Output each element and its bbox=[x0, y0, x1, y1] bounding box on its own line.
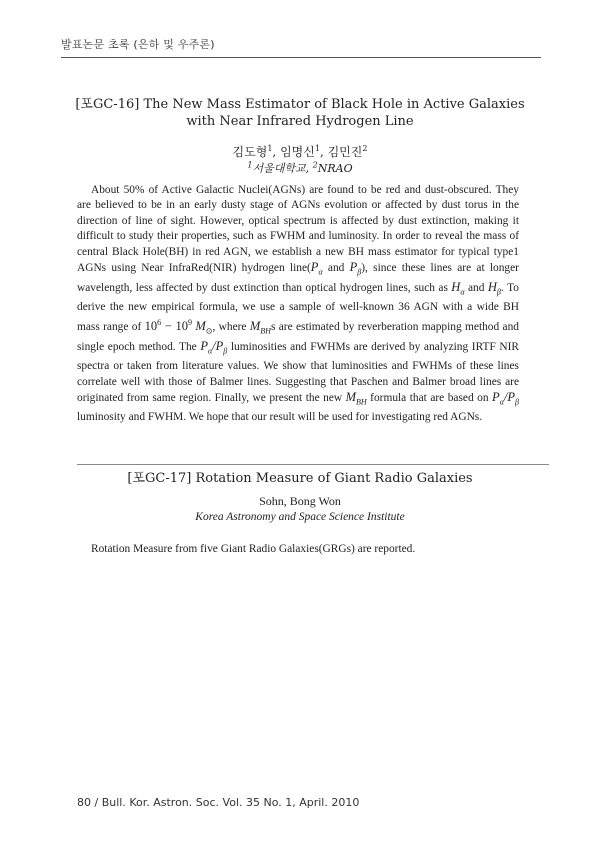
abstract-body-gc17: Rotation Measure from five Giant Radio Galaxies(GRGs) are reported. bbox=[91, 543, 416, 555]
title-line-2: with Near Infrared Hydrogen Line bbox=[186, 114, 414, 129]
affil-number: 2 bbox=[312, 160, 318, 170]
abstract-body-gc16 bbox=[77, 183, 519, 425]
abstract-title-gc17: [포GC-17] Rotation Measure of Giant Radio Galaxies bbox=[127, 471, 473, 486]
author-name: 김도형 bbox=[232, 145, 268, 159]
header-rule bbox=[61, 57, 541, 58]
abstract-paragraph: About 50% of Active Galactic Nuclei(AGNs) are found to be red and dust-obscured. They are believed to be in an early dusty stage of AGNs evolution or affected by dust torus in the direction of line of sight. However, optical spectrum is affected by dust extinction, making it difficult to study their properties, such as FWHM and luminosity. In order to reveal the mass of central Black Hole(BH) in red AGN, we establish a new BH mass estimator for typical type1 AGNs using Near InfraRed(NIR) hydrogen $line(P_\alpha$ and $P_\beta$), since these lines are at longer wavelength, less affected by dust extinction than optical hydrogen lines, such as $H_\alpha$ and $H_\beta$. To derive the new empirical formula, we use a sample of well-known 36 AGN with a wide BH mass range of $10^6 - 10^9$ $M_⊙$, where $M_{BH}s$ are estimated by reverberation mapping method and single epoch method. The $P_\alpha/P_\beta$ luminosities and FWHMs are derived by analyzing IRTF NIR spectra or taken from literature values. We show that luminosities and FWHMs of these lines correlate well with those of Balmer lines. Suggesting that Paschen and Balmer broad lines are originated from same region. Finally, we present the new $M_{BH}$ formula that are based on $P_\alpha/P_\beta$ luminosity and FWHM. We hope that our result will be used for investigating red AGNs. bbox=[77, 184, 519, 423]
affiliation-list: $^1$서울대학교, $^2$NRAO bbox=[247, 160, 353, 175]
affiliation: 서울대학교 bbox=[252, 162, 306, 175]
title-line-1: [포GC-16] The New Mass Estimator of Black Hole in Active Galaxies bbox=[75, 97, 525, 112]
author-affil-mark: 2 bbox=[362, 144, 368, 153]
affil-number: 1 bbox=[247, 160, 253, 170]
journal-citation: 80 / Bull. Kor. Astron. Soc. Vol. 35 No. 1, April. 2010 bbox=[77, 796, 360, 809]
affiliation: Korea Astronomy and Space Science Institute bbox=[195, 511, 405, 523]
author-name: Sohn, Bong Won bbox=[259, 494, 341, 508]
author-affil-mark: 1 bbox=[267, 144, 273, 153]
running-header: 발표논문 초록 (은하 및 우주론) bbox=[61, 38, 215, 51]
author-name: 김민진 bbox=[327, 145, 363, 159]
abstract-title-gc16 bbox=[70, 96, 530, 130]
author-name: 임명신 bbox=[280, 145, 315, 159]
section-divider bbox=[77, 464, 549, 465]
author-list: 김도형$^1$, 임명신$^1$, 김민진$^2$ bbox=[232, 144, 368, 159]
author-affil-mark: 1 bbox=[314, 144, 320, 153]
affiliation: NRAO bbox=[317, 162, 353, 175]
